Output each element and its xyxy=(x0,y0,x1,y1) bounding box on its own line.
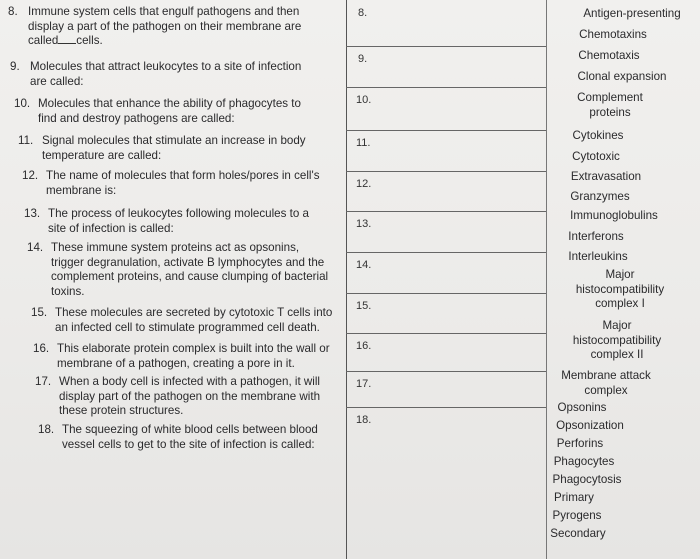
question-text: The squeezing of white blood cells between blood vessel cells to get to the site of infection is called: xyxy=(62,423,318,451)
answer-box-14[interactable] xyxy=(346,252,546,293)
answer-number: 16. xyxy=(356,340,372,352)
question-number: 17. xyxy=(35,375,52,388)
answer-number: 9. xyxy=(358,53,368,65)
question-number: 11. xyxy=(18,134,34,147)
word-bank-term: Phagocytosis xyxy=(552,473,622,486)
word-bank-term: Pyrogens xyxy=(552,509,602,522)
answer-box-10[interactable] xyxy=(346,87,546,130)
word-bank-term: Membrane attack complex xyxy=(561,369,651,397)
answer-number: 8. xyxy=(358,7,368,19)
word-bank-term: Granzymes xyxy=(570,190,630,203)
answer-number: 12. xyxy=(356,178,372,190)
question-number: 9. xyxy=(10,60,20,73)
answer-divider xyxy=(346,87,546,88)
answer-number: 10. xyxy=(356,94,372,106)
word-bank-term: Interferons xyxy=(568,230,624,243)
word-bank-term: Chemotaxins xyxy=(579,28,647,41)
question-number: 16. xyxy=(33,342,50,355)
answer-box-9[interactable] xyxy=(346,46,546,87)
answer-divider xyxy=(346,371,546,372)
question-number: 18. xyxy=(38,423,55,436)
word-bank-term: Opsonins xyxy=(557,401,607,414)
word-bank-term: Primary xyxy=(554,491,594,504)
word-bank-term: Immunoglobulins xyxy=(570,209,658,222)
answer-divider xyxy=(346,293,546,294)
answer-number: 18. xyxy=(356,414,372,426)
question-text: This elaborate protein complex is built into the wall or membrane of a pathogen, creating a pore in it. xyxy=(57,342,330,370)
question-number: 14. xyxy=(27,241,44,254)
question-text: These immune system proteins act as opsonins, trigger degranulation, activate B lymphocytes and the complement proteins, and cause clumping of bacterial toxins. xyxy=(51,241,329,298)
answer-box-16[interactable] xyxy=(346,333,546,371)
answer-divider xyxy=(346,130,546,131)
question-text: The name of molecules that form holes/pores in cell's membrane is: xyxy=(46,169,320,197)
word-bank-term: Extravasation xyxy=(570,170,642,183)
answer-number: 17. xyxy=(356,378,372,390)
answer-box-11[interactable] xyxy=(346,130,546,171)
question-text: Immune system cells that engulf pathogens and then display a part of the pathogen on their membrane are called cells. xyxy=(28,5,302,48)
word-bank-term: Major histocompatibility complex II xyxy=(572,319,662,362)
question-number: 12. xyxy=(22,169,39,182)
word-bank-term: Complement proteins xyxy=(577,91,643,119)
word-bank-term: Cytotoxic xyxy=(572,150,620,163)
question-number: 8. xyxy=(8,5,18,18)
fill-in-blank[interactable] xyxy=(58,34,76,44)
word-bank-term: Cytokines xyxy=(572,129,624,142)
word-bank-term: Phagocytes xyxy=(553,455,615,468)
question-text: Molecules that attract leukocytes to a site of infection are called: xyxy=(30,60,302,88)
answer-number: 14. xyxy=(356,259,372,271)
answer-divider xyxy=(346,333,546,334)
answer-divider xyxy=(346,211,546,212)
word-bank-term: Opsonization xyxy=(556,419,624,432)
answer-divider xyxy=(346,46,546,47)
answer-box-12[interactable] xyxy=(346,171,546,211)
word-bank-term: Antigen-presenting xyxy=(583,7,681,20)
answer-number: 11. xyxy=(356,137,371,149)
question-text: Molecules that enhance the ability of phagocytes to find and destroy pathogens are called: xyxy=(38,97,301,125)
word-bank-term: Clonal expansion xyxy=(577,70,667,83)
question-text: These molecules are secreted by cytotoxic T cells into an infected cell to stimulate programmed cell death. xyxy=(55,306,333,334)
answer-box-13[interactable] xyxy=(346,211,546,252)
answer-divider xyxy=(346,171,546,172)
answer-divider xyxy=(346,252,546,253)
question-number: 13. xyxy=(24,207,41,220)
word-bank-term: Chemotaxis xyxy=(578,49,640,62)
answer-box-15[interactable] xyxy=(346,293,546,333)
question-text: The process of leukocytes following molecules to a site of infection is called: xyxy=(48,207,309,235)
word-bank-term: Major histocompatibility complex I xyxy=(575,268,665,311)
answer-number: 13. xyxy=(356,218,372,230)
question-number: 10. xyxy=(14,97,31,110)
word-bank-term: Secondary xyxy=(550,527,606,540)
word-bank-term: Perforins xyxy=(556,437,604,450)
question-text: Signal molecules that stimulate an increase in body temperature are called: xyxy=(42,134,306,162)
question-number: 15. xyxy=(31,306,48,319)
question-text: When a body cell is infected with a pathogen, it will display part of the pathogen on the membrane with these protein structures. xyxy=(59,375,321,418)
answer-number: 15. xyxy=(356,300,372,312)
word-bank-term: Interleukins xyxy=(568,250,628,263)
answer-box-8[interactable] xyxy=(346,0,546,46)
